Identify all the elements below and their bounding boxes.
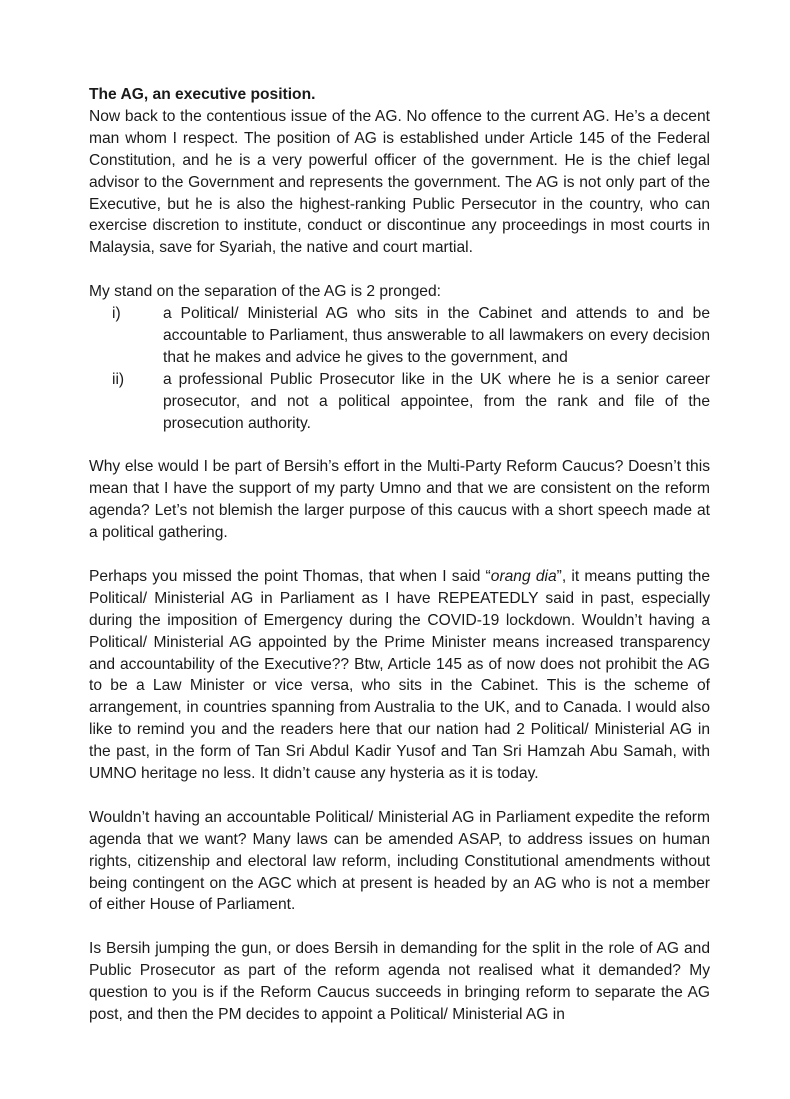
paragraph-text-start: Perhaps you missed the point Thomas, that when I said “ <box>89 567 491 585</box>
paragraph-bersih-caucus: Why else would I be part of Bersih’s effort in the Multi-Party Reform Caucus? Doesn’t this mean that I have the support of my party Umno and that we are consistent on the reform agenda? Let’s not blemish the larger purpose of this caucus with a short speech made at a political gathering. <box>89 458 710 542</box>
document-body <box>89 84 710 1026</box>
list-marker: i) <box>112 305 121 323</box>
list-item-text: a professional Public Prosecutor like in the UK where he is a senior career prosecutor, and not a political appointee, from the rank and file of the prosecution authority. <box>163 370 710 432</box>
list-item <box>89 369 710 435</box>
list-item <box>89 303 710 369</box>
numbered-list <box>89 303 710 434</box>
paragraph-reform-agenda: Wouldn’t having an accountable Political/ Ministerial AG in Parliament expedite the reform agenda that we want? Many laws can be amended ASAP, to address issues on human rights, citizenship and electoral law reform, including Constitutional amendments without being contingent on the AGC which at present is headed by an AG who is not a member of either House of Parliament. <box>89 808 710 914</box>
section-heading: The AG, an executive position. <box>89 86 316 103</box>
italic-phrase: orang dia <box>490 567 557 585</box>
paragraph-bersih-question: Is Bersih jumping the gun, or does Bersih in demanding for the split in the role of AG and Public Prosecutor as part of the reform agenda not realised what it demanded? My question to you is if the Reform Caucus succeeds in bringing reform to separate the AG post, and then the PM decides to appoint a Political/ Ministerial AG in <box>89 940 710 1023</box>
list-item-text: a Political/ Ministerial AG who sits in the Cabinet and attends to and be accountable to Parliament, thus answerable to all lawmakers on every decision that he makes and advice he gives to the government, and <box>163 305 710 366</box>
paragraph-text-rest: ”, it means putting the Political/ Ministerial AG in Parliament as I have REPEATEDLY said in past, especially during the imposition of Emergency during the COVID-19 lockdown. Wouldn’t having a Political/ Ministerial AG appointed by the Prime Minister means increased transparency and accountability of the Executive?? Btw, Article 145 as of now does not prohibit the AG to be a Law Minister or vice versa, who sits in the Cabinet. This is the scheme of arrangement, in countries spanning from Australia to the UK, and to Canada. I would also like to remind you and the readers here that our nation had 2 Political/ Ministerial AG in the past, in the form of Tan Sri Abdul Kadir Yusof and Tan Sri Hamzah Abu Samah, with UMNO heritage no less. It didn’t cause any hysteria as it is today. <box>89 567 711 783</box>
paragraph-stand-intro: My stand on the separation of the AG is 2 pronged: <box>89 283 441 301</box>
paragraph-orang-dia <box>89 566 710 785</box>
list-marker: ii) <box>112 370 125 388</box>
paragraph-ag-role: Now back to the contentious issue of the AG. No offence to the current AG. He’s a decent man whom I respect. The position of AG is established under Article 145 of the Federal Constitution, and he is a very powerful officer of the government. He is the chief legal advisor to the Government and represents the government. The AG is not only part of the Executive, but he is also the highest-ranking Public Persecutor in the country, who can exercise discretion to institute, conduct or discontinue any proceedings in most courts in Malaysia, save for Syariah, the native and court martial. <box>89 107 710 257</box>
